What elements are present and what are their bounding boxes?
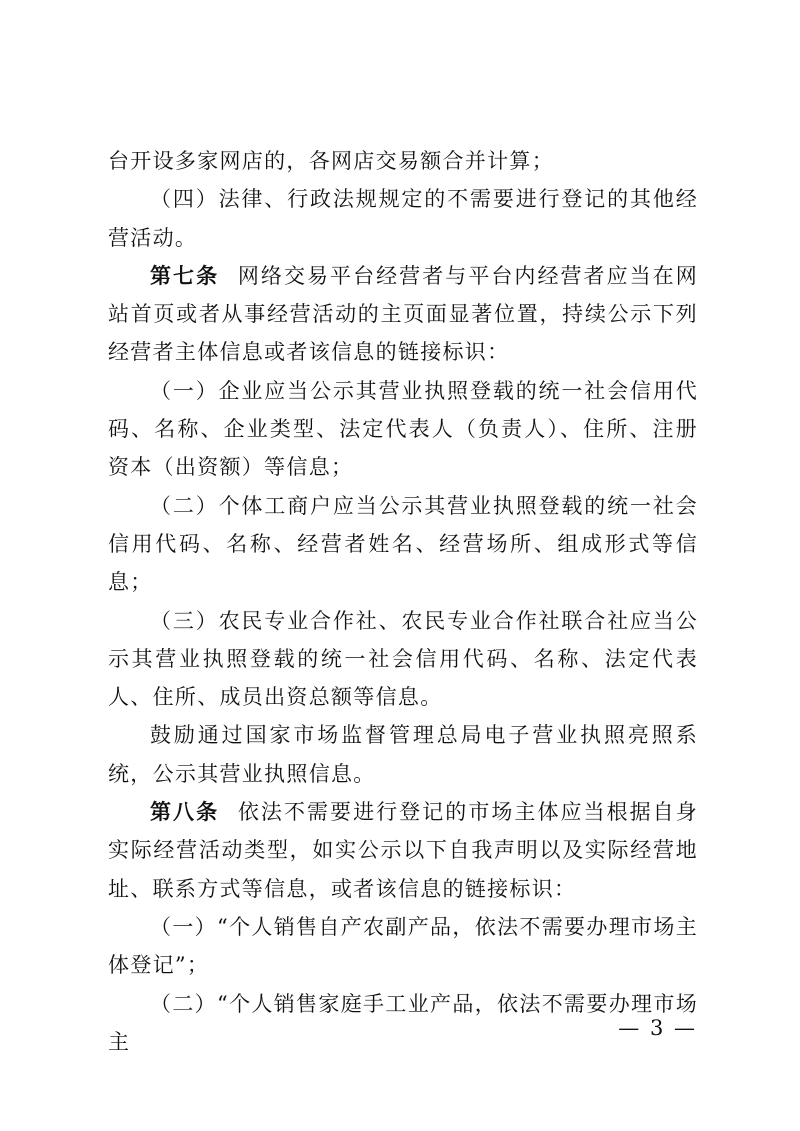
body-text bbox=[108, 142, 698, 1061]
paragraph-encourage: 鼓励通过国家市场监督管理总局电子营业执照亮照系统，公示其营业执照信息。 bbox=[108, 723, 698, 786]
article-body: 依法不需要进行登记的市场主体应当根据自身实际经营活动类型，如实公示以下自我声明以及实际经营地址、联系方式等信息，或者该信息的链接标识： bbox=[108, 800, 699, 901]
paragraph-item-4: （四）法律、行政法规规定的不需要进行登记的其他经营活动。 bbox=[108, 187, 698, 250]
article-heading: 第八条 bbox=[150, 799, 220, 825]
paragraph-item-2b: （二）“个人销售家庭手工业产品，依法不需要办理市场主 bbox=[108, 991, 698, 1054]
paragraph-item-2: （二）个体工商户应当公示其营业执照登载的统一社会信用代码、名称、经营者姓名、经营场所、组成形式等信息； bbox=[108, 493, 698, 595]
page-number: — 3 — bbox=[618, 1016, 697, 1040]
paragraph-article-7 bbox=[108, 257, 698, 372]
article-body: 网络交易平台经营者与平台内经营者应当在网站首页或者从事经营活动的主页面显著位置，持续公示下列经营者主体信息或者该信息的链接标识： bbox=[108, 263, 699, 365]
paragraph-item-1: （一）企业应当公示其营业执照登载的统一社会信用代码、名称、企业类型、法定代表人（负责人）、住所、注册资本（出资额）等信息； bbox=[108, 378, 698, 480]
paragraph-item-3: （三）农民专业合作社、农民专业合作社联合社应当公示其营业执照登载的统一社会信用代码、名称、法定代表人、住所、成员出资总额等信息。 bbox=[108, 608, 698, 710]
paragraph-continuation: 台开设多家网店的，各网店交易额合并计算； bbox=[108, 149, 554, 173]
paragraph-article-8 bbox=[108, 793, 698, 908]
article-heading: 第七条 bbox=[150, 262, 220, 288]
paragraph-item-1b: （一）“个人销售自产农副产品，依法不需要办理市场主体登记”； bbox=[108, 914, 698, 978]
